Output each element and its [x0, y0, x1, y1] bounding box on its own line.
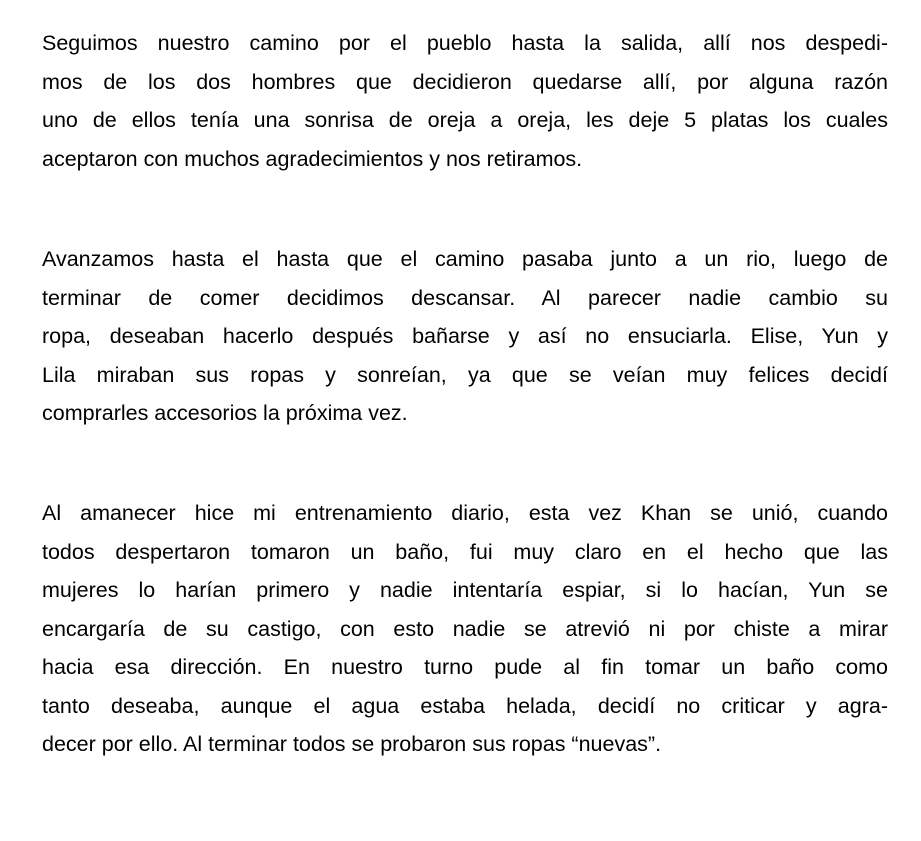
paragraph-3 [42, 494, 888, 764]
text-line: mos de los dos hombres que decidieron quedarse allí, por alguna razón [42, 69, 888, 94]
text-line: todos despertaron tomaron un baño, fui muy claro en el hecho que las [42, 539, 888, 564]
text-line: decer por ello. Al terminar todos se probaron sus ropas “nuevas”. [42, 732, 662, 756]
text-line: comprarles accesorios la próxima vez. [42, 401, 408, 425]
paragraph-1 [42, 24, 888, 178]
text-line: ropa, deseaban hacerlo después bañarse y así no ensuciarla. Elise, Yun y [42, 324, 888, 348]
text-line: terminar de comer decidimos descansar. Al parecer nadie cambio su [42, 285, 888, 310]
text-line: uno de ellos tenía una sonrisa de oreja a oreja, les deje 5 platas los cuales [42, 108, 888, 132]
text-line: aceptaron con muchos agradecimientos y nos retiramos. [42, 146, 583, 171]
text-line: Avanzamos hasta el hasta que el camino pasaba junto a un rio, luego de [42, 247, 888, 271]
text-line: mujeres lo harían primero y nadie intentaría espiar, si lo hacían, Yun se [42, 578, 888, 602]
text-line: Lila miraban sus ropas y sonreían, ya que se veían muy felices decidí [42, 362, 888, 387]
text-line: encargaría de su castigo, con esto nadie se atrevió ni por chiste a mirar [42, 616, 888, 641]
text-line: hacia esa dirección. En nuestro turno pude al fin tomar un baño como [42, 655, 888, 679]
text-line: tanto deseaba, aunque el agua estaba helada, decidí no criticar y agra- [42, 693, 888, 718]
text-line: Al amanecer hice mi entrenamiento diario, esta vez Khan se unió, cuando [42, 501, 888, 525]
text-line: Seguimos nuestro camino por el pueblo hasta la salida, allí nos despedi- [42, 31, 888, 55]
paragraph-2 [42, 240, 888, 433]
